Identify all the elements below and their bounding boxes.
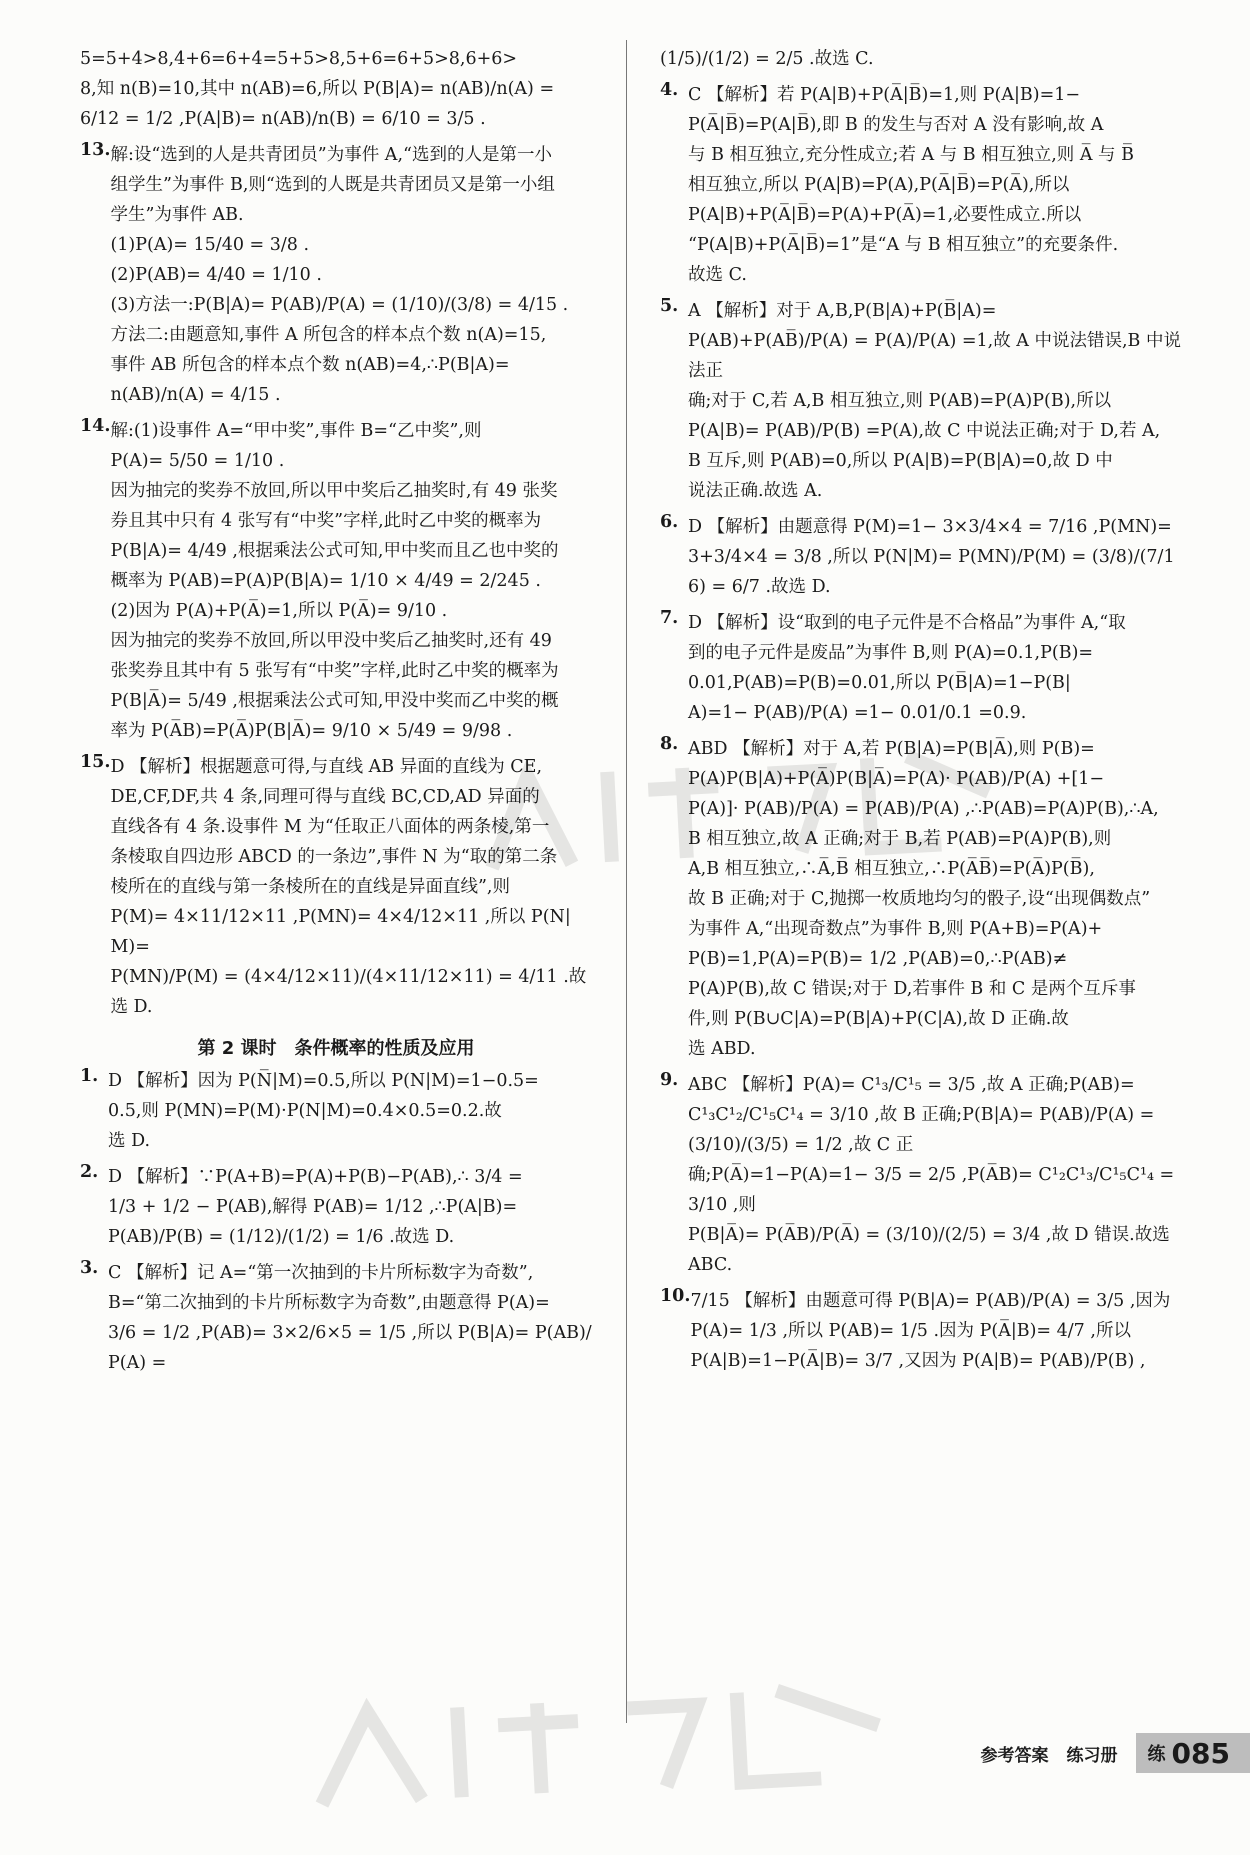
problem-body [110, 752, 592, 1022]
text-line: P(B|A)= 4/49 ,根据乘法公式可知,甲中奖而且乙也中奖的 [110, 541, 559, 561]
text-line: P(A)= 5/50 = 1/10 . [110, 451, 285, 471]
text-line: P(A)P(B),故 C 错误;对于 D,若事件 B 和 C 是两个互斥事 [688, 979, 1136, 999]
text-line: 学生”为事件 AB. [110, 205, 244, 225]
text-line: P(B|A̅)= 5/49 ,根据乘法公式可知,甲没中奖而乙中奖的概 [110, 691, 559, 711]
problem-number: 2. [80, 1162, 99, 1182]
text-line: 8,知 n(B)=10,其中 n(AB)=6,所以 P(B|A)= n(AB)/n(A) = [80, 79, 555, 99]
text-line: 件,则 P(B∪C|A)=P(B|A)+P(C|A),故 D 正确.故 [688, 1009, 1069, 1029]
text-line: P(B)=1,P(A)=P(B)= 1/2 ,P(AB)=0,∴P(AB)≠ [688, 949, 1068, 969]
text-line: 相互独立,所以 P(A|B)=P(A),P(A̅|B̅)=P(A̅),所以 [688, 175, 1070, 195]
text-line: 3+3/4×4 = 3/8 ,所以 P(N|M)= P(MN)/P(M) = (3/8)/(7/16) = 6/7 .故选 D. [688, 547, 1175, 597]
text-line: 条棱取自四边形 ABCD 的一条边”,事件 N 为“取的第二条 [110, 847, 558, 867]
text-line: A,B 相互独立,∴A̅,B̅ 相互独立,∴P(A̅B̅)=P(A̅)P(B̅), [688, 859, 1095, 879]
text-line: 为事件 A,“出现奇数点”为事件 B,则 P(A+B)=P(A)+ [688, 919, 1103, 939]
problem-block [660, 1070, 1182, 1280]
text-line: P(A|B)=1−P(A̅|B)= 3/7 ,又因为 P(A|B)= P(AB)/P(B) , [690, 1351, 1146, 1371]
problem-block [80, 1162, 592, 1252]
page-footer [981, 1733, 1250, 1773]
problem-number: 5. [660, 296, 679, 316]
text-line: 选 ABD. [688, 1039, 756, 1059]
problem-body [108, 1258, 592, 1378]
problem-block [80, 416, 592, 746]
problem-body [108, 1162, 592, 1252]
text-line: 0.5,则 P(MN)=P(M)·P(N|M)=0.4×0.5=0.2.故 [108, 1101, 502, 1121]
problem-body [110, 416, 592, 746]
text-line: 7/15 【解析】由题意可得 P(B|A)= P(AB)/P(A) = 3/5 ,因为 [690, 1291, 1171, 1311]
problem-block [660, 734, 1182, 1064]
problem-number: 14. [80, 416, 111, 436]
problem-number: 10. [660, 1286, 691, 1306]
text-line: DE,CF,DF,共 4 条,同理可得与直线 BC,CD,AD 异面的 [110, 787, 540, 807]
problem-body [688, 608, 1182, 728]
footer-answers-label: 参考答案 [980, 1745, 1049, 1766]
problem-number: 3. [80, 1258, 99, 1278]
text-line: D 【解析】根据题意可得,与直线 AB 异面的直线为 CE, [110, 757, 543, 777]
text-line: B=“第二次抽到的卡片所标数字为奇数”,由题意得 P(A)= [108, 1293, 550, 1313]
text-line: A 【解析】对于 A,B,P(B|A)+P(B̅|A)= [688, 301, 997, 321]
text-line: P(A)P(B|A)+P(A̅)P(B|A̅)=P(A)· P(AB)/P(A) +[1− [688, 769, 1105, 789]
problem-block [80, 1258, 592, 1378]
text-line: 因为抽完的奖券不放回,所以甲中奖后乙抽奖时,有 49 张奖 [110, 481, 558, 501]
text-line: 故选 C. [688, 265, 747, 285]
text-line: P(A|B)= P(AB)/P(B) =P(A),故 C 中说法正确;对于 D,若 A, [688, 421, 1161, 441]
text-line: (2)P(AB)= 4/40 = 1/10 . [110, 265, 322, 285]
problem-body [688, 734, 1182, 1064]
problem-number: 15. [80, 752, 111, 772]
text-line: 3/6 = 1/2 ,P(AB)= 3×2/6×5 = 1/5 ,所以 P(B|A)= P(AB)/P(A) = [108, 1323, 592, 1373]
text-line: 因为抽完的奖券不放回,所以甲没中奖后乙抽奖时,还有 49 [110, 631, 552, 651]
text-line: 0.01,P(AB)=P(B)=0.01,所以 P(B̅|A)=1−P(B| [688, 673, 1071, 693]
problem-body [688, 1070, 1182, 1280]
text-line: C 【解析】若 P(A|B)+P(A̅|B̅)=1,则 P(A|B)=1− [688, 85, 1081, 105]
page-number: 085 [1171, 1736, 1230, 1770]
text-line: ABC 【解析】P(A)= C¹₃/C¹₅ = 3/5 ,故 A 正确;P(AB)= [688, 1075, 1135, 1095]
text-line: 概率为 P(AB)=P(A)P(B|A)= 1/10 × 4/49 = 2/245 . [110, 571, 541, 591]
text-line: 5=5+4>8,4+6=6+4=5+5>8,5+6=6+5>8,6+6> [80, 49, 518, 69]
text-line: (1/5)/(1/2) = 2/5 .故选 C. [660, 49, 874, 69]
text-line: P(AB)/P(B) = (1/12)/(1/2) = 1/6 .故选 D. [108, 1227, 455, 1247]
problem-number: 4. [660, 80, 679, 100]
text-line: 解:(1)设事件 A=“甲中奖”,事件 B=“乙中奖”,则 [110, 421, 482, 441]
text-line: 方法二:由题意知,事件 A 所包含的样本点个数 n(A)=15, [110, 325, 547, 345]
text-line: C 【解析】记 A=“第一次抽到的卡片所标数字为奇数”, [108, 1263, 534, 1283]
text-line: 6/12 = 1/2 ,P(A|B)= n(AB)/n(B) = 6/10 = 3/5 . [80, 109, 486, 129]
section-title: 第 2 课时 条件概率的性质及应用 [197, 1038, 475, 1059]
text-line: 故 B 正确;对于 C,抛掷一枚质地均匀的骰子,设“出现偶数点” [688, 889, 1151, 909]
problem-number: 7. [660, 608, 679, 628]
text-line: 张奖券且其中有 5 张写有“中奖”字样,此时乙中奖的概率为 [110, 661, 559, 681]
problem-block [80, 1066, 592, 1156]
problem-body [688, 80, 1182, 290]
footer-book-label: 练习册 [1066, 1745, 1118, 1766]
problem-body [108, 1066, 592, 1156]
text-line: ABD 【解析】对于 A,若 P(B|A)=P(B|A̅),则 P(B)= [688, 739, 1095, 759]
problem-number: 13. [80, 140, 111, 160]
text-line: P(M)= 4×11/12×11 ,P(MN)= 4×4/12×11 ,所以 P(N|M)= [110, 907, 571, 957]
problem-block [660, 1286, 1182, 1376]
text-line: B 互斥,则 P(AB)=0,所以 P(A|B)=P(B|A)=0,故 D 中 [688, 451, 1113, 471]
text-line: D 【解析】设“取到的电子元件是不合格品”为事件 A,“取 [688, 613, 1126, 633]
problem-body [690, 1286, 1182, 1376]
left-column [80, 44, 592, 1733]
text-line: 直线各有 4 条.设事件 M 为“任取正八面体的两条棱,第一 [110, 817, 550, 837]
text-line: P(B|A̅)= P(A̅B)/P(A̅) = (3/10)/(2/5) = 3/4 ,故 D 错误.故选 ABC. [688, 1225, 1176, 1275]
text-line: A)=1− P(AB)/P(A) =1− 0.01/0.1 =0.9. [688, 703, 1027, 723]
text-line: P(A)]· P(AB)/P(A) = P(AB)/P(A) ,∴P(AB)=P(A)P(B),∴A, [688, 799, 1159, 819]
text-line: P(AB)+P(AB̅)/P(A) = P(A)/P(A) =1,故 A 中说法错误,B 中说法正 [688, 331, 1181, 381]
text-line: 到的电子元件是废品”为事件 B,则 P(A)=0.1,P(B)= [688, 643, 1094, 663]
right-column [660, 44, 1182, 1733]
column-divider [626, 40, 627, 1723]
text-line: “P(A|B)+P(A̅|B̅)=1”是“A 与 B 相互独立”的充要条件. [688, 235, 1119, 255]
text-line: B 相互独立,故 A 正确;对于 B,若 P(AB)=P(A)P(B),则 [688, 829, 1112, 849]
problem-number: 6. [660, 512, 679, 532]
text-line: 选 D. [108, 1131, 151, 1151]
text-line: 组学生”为事件 B,则“选到的人既是共青团员又是第一小组 [110, 175, 555, 195]
text-line: 棱所在的直线与第一条棱所在的直线是异面直线”,则 [110, 877, 510, 897]
text-line: 1/3 + 1/2 − P(AB),解得 P(AB)= 1/12 ,∴P(A|B)= [108, 1197, 518, 1217]
text-line: P(A̅|B̅)=P(A|B̅),即 B 的发生与否对 A 没有影响,故 A [688, 115, 1104, 135]
text-line: n(AB)/n(A) = 4/15 . [110, 385, 281, 405]
text-line: 率为 P(A̅B)=P(A̅)P(B|A̅)= 9/10 × 5/49 = 9/98 . [110, 721, 513, 741]
page-number-tab [1136, 1733, 1250, 1773]
text-line: P(A)= 1/3 ,所以 P(AB)= 1/5 .因为 P(A̅|B)= 4/7 ,所以 [690, 1321, 1131, 1341]
text-line: (3)方法一:P(B|A)= P(AB)/P(A) = (1/10)/(3/8) = 4/15 . [110, 295, 569, 315]
text-line: D 【解析】∵P(A+B)=P(A)+P(B)−P(AB),∴ 3/4 = [108, 1167, 523, 1187]
problem-block [80, 140, 592, 410]
footer-lian: 练 [1147, 1744, 1166, 1765]
problem-body [688, 296, 1182, 506]
text-line: C¹₃C¹₂/C¹₅C¹₄ = 3/10 ,故 B 正确;P(B|A)= P(AB)/P(A) = (3/10)/(3/5) = 1/2 ,故 C 正 [688, 1105, 1160, 1155]
problem-number: 1. [80, 1066, 99, 1086]
text-line: 确;P(A̅)=1−P(A)=1− 3/5 = 2/5 ,P(A̅B)= C¹₂C¹₃/C¹₅C¹₄ = 3/10 ,则 [688, 1165, 1180, 1215]
problem-block [660, 608, 1182, 728]
problem-number: 9. [660, 1070, 679, 1090]
text-line: 事件 AB 所包含的样本点个数 n(AB)=4,∴P(B|A)= [110, 355, 510, 375]
text-line: D 【解析】由题意得 P(M)=1− 3×3/4×4 = 7/16 ,P(MN)= [688, 517, 1172, 537]
text-line: D 【解析】因为 P(N̅|M)=0.5,所以 P(N|M)=1−0.5= [108, 1071, 539, 1091]
text-line: 确;对于 C,若 A,B 相互独立,则 P(AB)=P(A)P(B),所以 [688, 391, 1112, 411]
problem-block [660, 296, 1182, 506]
text-line: 解:设“选到的人是共青团员”为事件 A,“选到的人是第一小 [110, 145, 552, 165]
problem-block [80, 752, 592, 1022]
text-line: 与 B 相互独立,充分性成立;若 A 与 B 相互独立,则 A̅ 与 B̅ [688, 145, 1134, 165]
text-line: 券且其中只有 4 张写有“中奖”字样,此时乙中奖的概率为 [110, 511, 542, 531]
problem-number: 8. [660, 734, 679, 754]
problem-body [110, 140, 592, 410]
problem-block [660, 80, 1182, 290]
text-line: (2)因为 P(A)+P(A̅)=1,所以 P(A̅)= 9/10 . [110, 601, 448, 621]
text-line: P(MN)/P(M) = (4×4/12×11)/(4×11/12×11) = 4/11 .故选 D. [110, 967, 587, 1017]
text-line: (1)P(A)= 15/40 = 3/8 . [110, 235, 310, 255]
text-line: P(A|B)+P(A̅|B̅)=P(A)+P(A̅)=1,必要性成立.所以 [688, 205, 1082, 225]
problem-body [688, 512, 1182, 602]
problem-block [660, 512, 1182, 602]
text-line: 说法正确.故选 A. [688, 481, 823, 501]
